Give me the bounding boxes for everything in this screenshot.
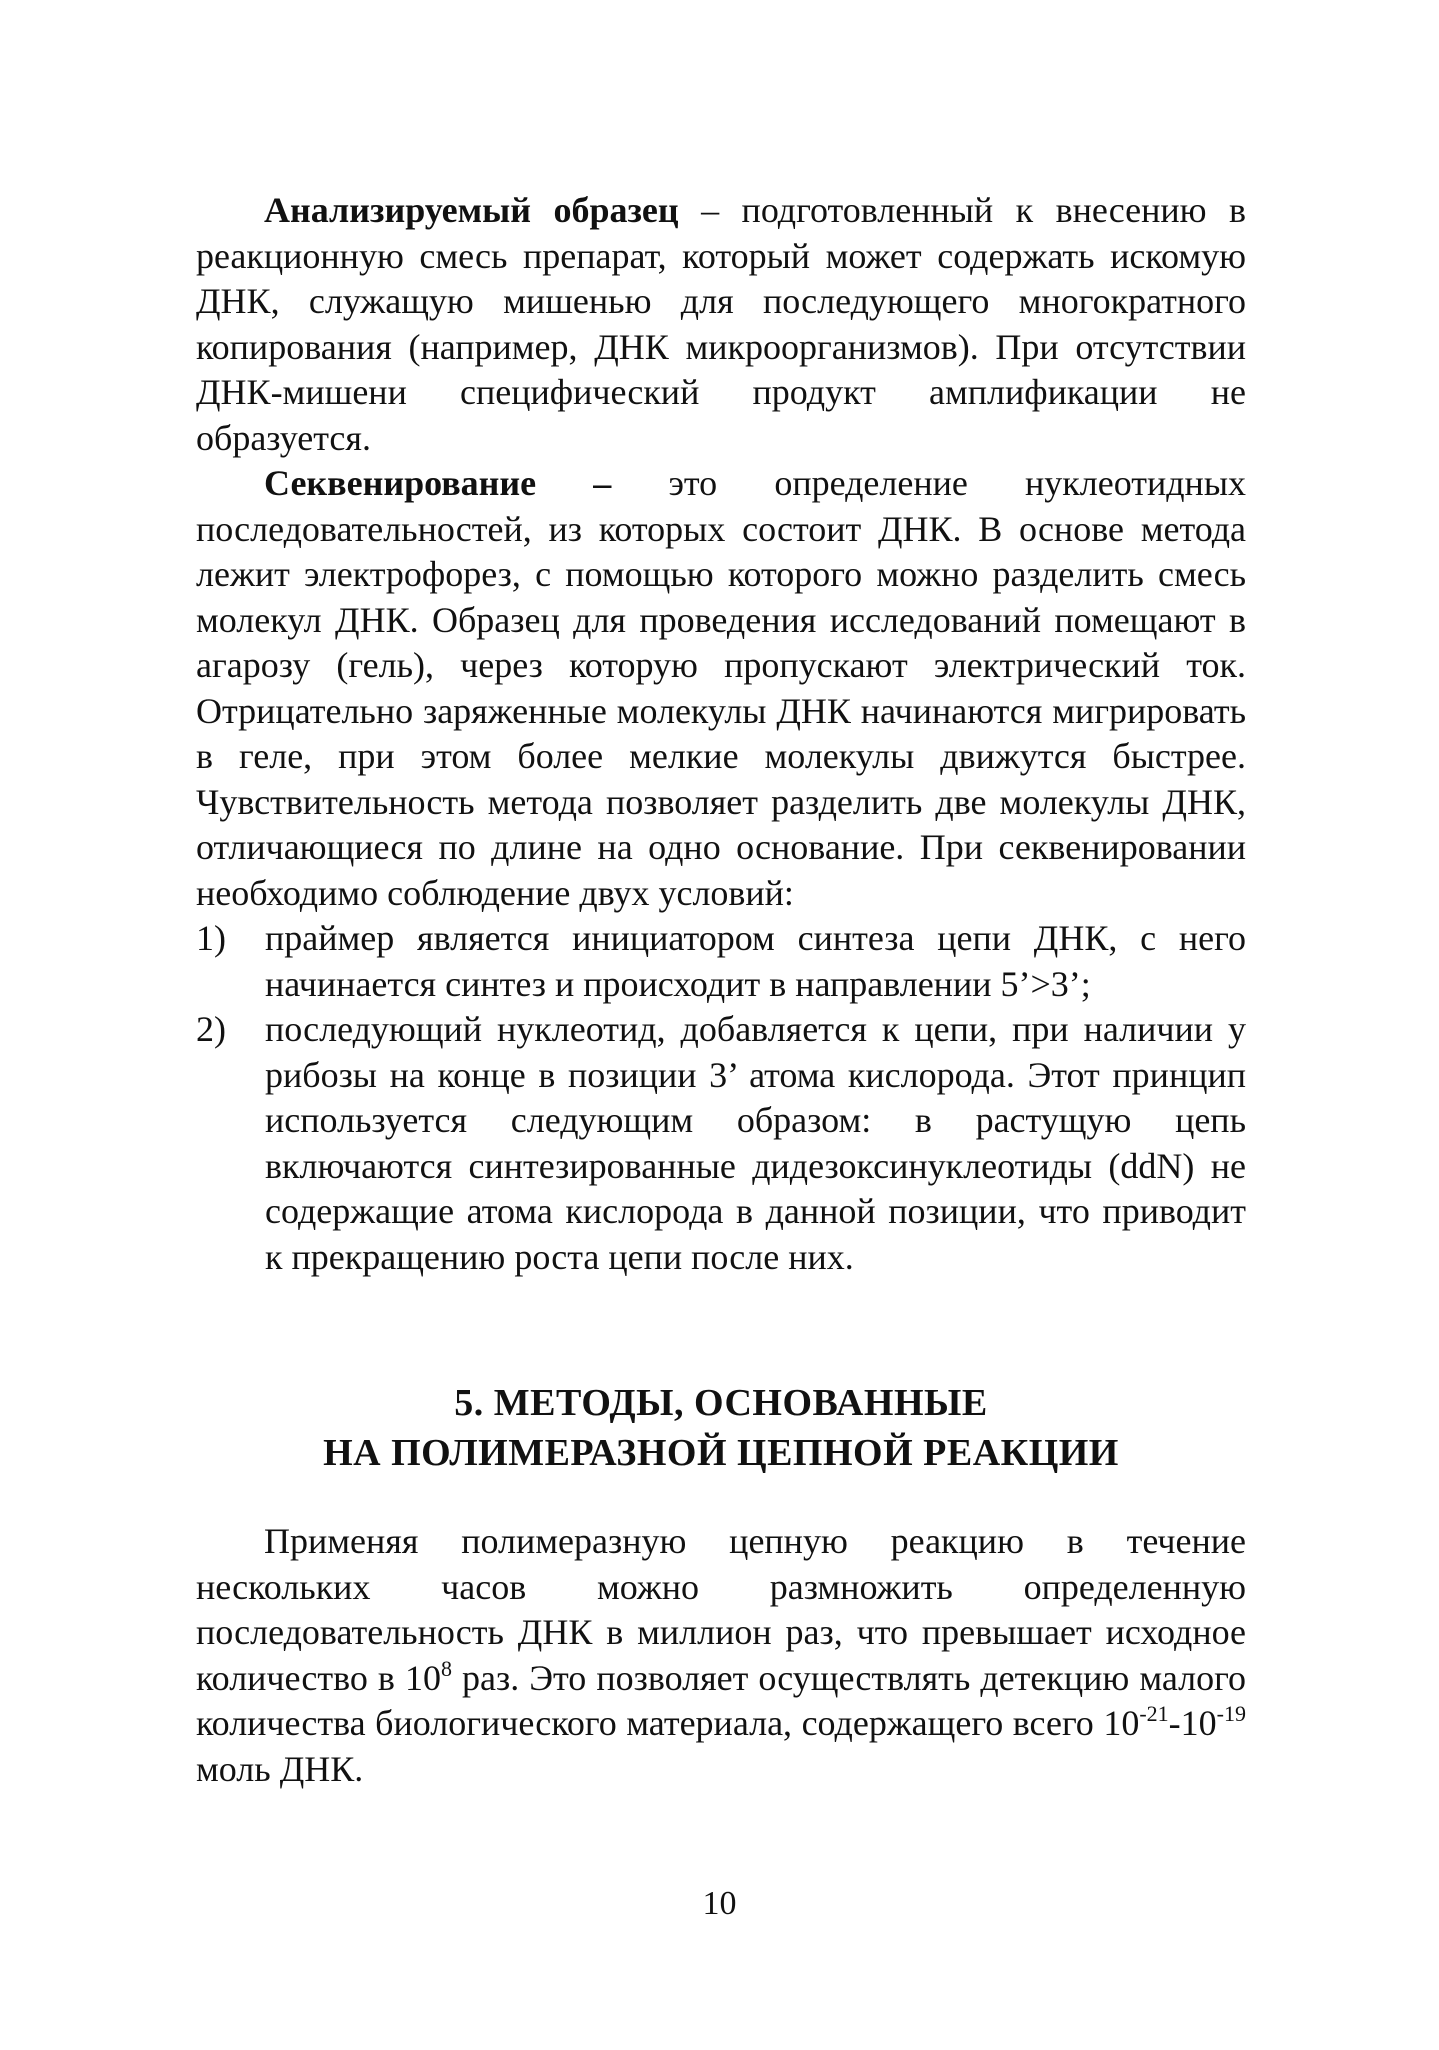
list-item-text: праймер является инициатором синтеза цепи ДНК, с него начинается синтез и происходит в направлении 5’>3’; [265, 918, 1246, 1004]
pcr-text-part-2: раз. Это позволяет осуществлять детекцию малого количества биологического материала, содержащего всего 10 [196, 1657, 1246, 1743]
document-page [196, 188, 1246, 1792]
list-item-text: последующий нуклеотид, добавляется к цепи, при наличии у рибозы на конце в позиции 3’ атома кислорода. Этот принцип используется следующим образом: в растущую цепь включаются синтезированные дидезоксинуклеотиды (ddN) не содержащие атома кислорода в данной позиции, что приводит к прекращению роста цепи после них. [265, 1009, 1246, 1277]
paragraph-pcr-amplification [196, 1519, 1246, 1792]
definition-analyzed-sample: – подготовленный к внесению в реакционную смесь препарат, который может содержать искомую ДНК, служащую мишенью для последующего многократного копирования (например, ДНК микроорганизмов). При отсутствии ДНК-мишени специфический продукт амплификации не образуется. [196, 190, 1246, 458]
definition-sequencing: это определение нуклеотидных последовательностей, из которых состоит ДНК. В основе метода лежит электрофорез, с помощью которого можно разделить смесь молекул ДНК. Образец для проведения исследований помещают в агарозу (гель), через которую пропускают электрический ток. Отрицательно заряженные молекулы ДНК начинаются мигрировать в геле, при этом более мелкие молекулы движутся быстрее. Чувствительность метода позволяет разделить две молекулы ДНК, отличающиеся по длине на одно основание. При секвенировании необходимо соблюдение двух условий: [196, 463, 1246, 913]
exponent-minus-21: -21 [1139, 1701, 1169, 1726]
list-item [196, 916, 1246, 1007]
paragraph-analyzed-sample [196, 188, 1246, 461]
term-sequencing: Секвенирование – [264, 463, 612, 503]
conditions-list [196, 916, 1246, 1280]
section-title [196, 1378, 1246, 1478]
pcr-text-part-3: -10 [1168, 1703, 1217, 1743]
exponent-8: 8 [440, 1655, 452, 1681]
page-number: 10 [702, 1885, 737, 1922]
section-title-line-2: НА ПОЛИМЕРАЗНОЙ ЦЕПНОЙ РЕАКЦИИ [323, 1432, 1119, 1474]
section-title-line-1: 5. МЕТОДЫ, ОСНОВАННЫЕ [454, 1382, 988, 1424]
list-item [196, 1007, 1246, 1280]
pcr-text-part-4: моль ДНК. [196, 1748, 364, 1789]
term-analyzed-sample: Анализируемый образец [264, 190, 679, 230]
list-item-number: 1) [196, 918, 226, 958]
list-item-number: 2) [196, 1009, 226, 1049]
exponent-minus-19: -19 [1216, 1701, 1246, 1726]
paragraph-sequencing [196, 461, 1246, 916]
pcr-text-part-1: Применяя полимеразную цепную реакцию в течение нескольких часов можно размножить определенную последовательность ДНК в миллион раз, что превышает исходное количество в 10 [196, 1521, 1246, 1698]
